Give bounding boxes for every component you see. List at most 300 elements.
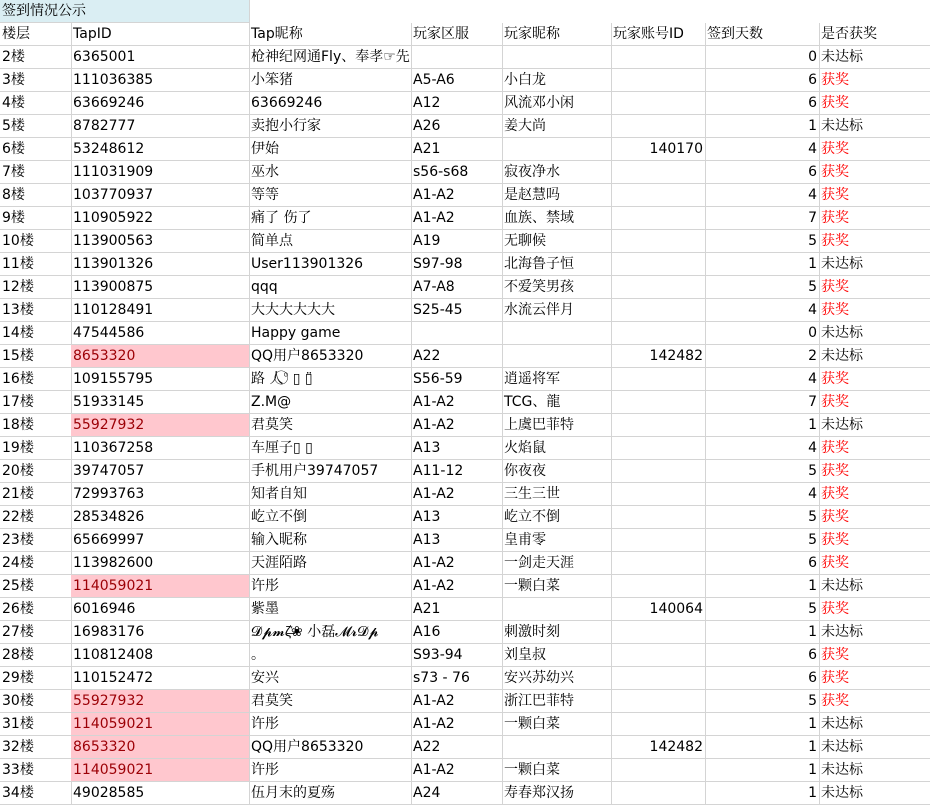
cell-floor[interactable]: 6楼 bbox=[0, 138, 72, 161]
cell-award[interactable]: 未达标 bbox=[819, 115, 930, 138]
cell-award[interactable]: 未达标 bbox=[819, 759, 930, 782]
cell-server[interactable]: S97-98 bbox=[411, 253, 503, 276]
cell-server[interactable]: S25-45 bbox=[411, 299, 503, 322]
cell-account[interactable]: 140170 bbox=[611, 138, 706, 161]
cell-award[interactable]: 未达标 bbox=[819, 322, 930, 345]
cell-account[interactable] bbox=[611, 184, 706, 207]
cell-server[interactable]: A19 bbox=[411, 230, 503, 253]
cell-tapid[interactable]: 16983176 bbox=[71, 621, 250, 644]
table-row bbox=[0, 552, 930, 575]
cell-floor[interactable]: 13楼 bbox=[0, 299, 72, 322]
cell-days[interactable]: 1 bbox=[705, 253, 820, 276]
cell-tapid[interactable]: 109155795 bbox=[71, 368, 250, 391]
cell-tapname[interactable]: 简单点 bbox=[249, 230, 412, 253]
cell-floor[interactable]: 33楼 bbox=[0, 759, 72, 782]
cell-player[interactable]: 小白龙 bbox=[502, 69, 612, 92]
cell-player[interactable] bbox=[502, 598, 612, 621]
cell-award[interactable]: 获奖 bbox=[819, 690, 930, 713]
cell-award[interactable]: 未达标 bbox=[819, 414, 930, 437]
cell-award[interactable]: 未达标 bbox=[819, 46, 930, 69]
cell-award[interactable]: 获奖 bbox=[819, 598, 930, 621]
cell-tapname[interactable]: QQ用户8653320 bbox=[249, 345, 412, 368]
cell-tapid[interactable]: 114059021 bbox=[71, 759, 250, 782]
table-row bbox=[0, 598, 930, 621]
table-row bbox=[0, 621, 930, 644]
cell-account[interactable] bbox=[611, 207, 706, 230]
cell-player[interactable]: 上虞巴菲特 bbox=[502, 414, 612, 437]
cell-account[interactable] bbox=[611, 759, 706, 782]
cell-player[interactable]: 不爱笑男孩 bbox=[502, 276, 612, 299]
cell-floor[interactable]: 3楼 bbox=[0, 69, 72, 92]
cell-floor[interactable]: 30楼 bbox=[0, 690, 72, 713]
cell-tapname[interactable]: 𝓓𝓹𝓶ζ̶͛❀ 小磊𝓜𝓻𝓓𝓹 bbox=[249, 621, 412, 644]
cell-tapid[interactable]: 8653320 bbox=[71, 736, 250, 759]
cell-account[interactable]: 142482 bbox=[611, 345, 706, 368]
cell-tapid[interactable]: 111036385 bbox=[71, 69, 250, 92]
cell-player[interactable]: TCG、龍 bbox=[502, 391, 612, 414]
cell-floor[interactable]: 11楼 bbox=[0, 253, 72, 276]
cell-tapname[interactable]: 许彤 bbox=[249, 713, 412, 736]
cell-award[interactable]: 获奖 bbox=[819, 437, 930, 460]
cell-floor[interactable]: 8楼 bbox=[0, 184, 72, 207]
header-account[interactable]: 玩家账号ID bbox=[611, 23, 706, 46]
cell-tapname[interactable]: 枪神纪网通Fly、奉孝☞先 bbox=[249, 46, 412, 69]
table-row bbox=[0, 391, 930, 414]
cell-server[interactable] bbox=[411, 322, 503, 345]
cell-days[interactable]: 4 bbox=[705, 184, 820, 207]
table-row bbox=[0, 782, 930, 805]
cell-days[interactable]: 4 bbox=[705, 368, 820, 391]
cell-award[interactable]: 获奖 bbox=[819, 483, 930, 506]
cell-floor[interactable]: 7楼 bbox=[0, 161, 72, 184]
cell-award[interactable]: 获奖 bbox=[819, 368, 930, 391]
cell-server[interactable] bbox=[411, 46, 503, 69]
table-row bbox=[0, 230, 930, 253]
cell-tapname[interactable]: 知者自知 bbox=[249, 483, 412, 506]
cell-server[interactable]: A1-A2 bbox=[411, 575, 503, 598]
cell-tapname[interactable]: 。 bbox=[249, 644, 412, 667]
cell-account[interactable] bbox=[611, 92, 706, 115]
cell-award[interactable]: 获奖 bbox=[819, 644, 930, 667]
cell-server[interactable]: A1-A2 bbox=[411, 713, 503, 736]
cell-days[interactable]: 6 bbox=[705, 552, 820, 575]
cell-floor[interactable]: 26楼 bbox=[0, 598, 72, 621]
cell-tapid[interactable]: 55927932 bbox=[71, 414, 250, 437]
cell-days[interactable]: 0 bbox=[705, 46, 820, 69]
cell-award[interactable]: 获奖 bbox=[819, 138, 930, 161]
cell-account[interactable] bbox=[611, 506, 706, 529]
cell-award[interactable]: 未达标 bbox=[819, 575, 930, 598]
cell-server[interactable]: A1-A2 bbox=[411, 414, 503, 437]
cell-server[interactable]: A13 bbox=[411, 506, 503, 529]
cell-award[interactable]: 获奖 bbox=[819, 230, 930, 253]
cell-tapid[interactable]: 113901326 bbox=[71, 253, 250, 276]
cell-days[interactable]: 2 bbox=[705, 345, 820, 368]
cell-server[interactable]: S93-94 bbox=[411, 644, 503, 667]
cell-tapname[interactable]: 路 人°⃝ ▯ ▯̈ bbox=[249, 368, 412, 391]
cell-tapid[interactable]: 28534826 bbox=[71, 506, 250, 529]
cell-award[interactable]: 未达标 bbox=[819, 621, 930, 644]
cell-award[interactable]: 未达标 bbox=[819, 345, 930, 368]
cell-award[interactable]: 获奖 bbox=[819, 506, 930, 529]
cell-tapid[interactable]: 113900563 bbox=[71, 230, 250, 253]
title-row bbox=[0, 0, 930, 23]
cell-days[interactable]: 1 bbox=[705, 713, 820, 736]
cell-days[interactable]: 5 bbox=[705, 598, 820, 621]
cell-tapid[interactable]: 55927932 bbox=[71, 690, 250, 713]
cell-tapname[interactable]: 屹立不倒 bbox=[249, 506, 412, 529]
cell-account[interactable] bbox=[611, 230, 706, 253]
cell-player[interactable]: 火焰鼠 bbox=[502, 437, 612, 460]
sheet-title[interactable]: 签到情况公示 bbox=[0, 0, 250, 23]
cell-player[interactable]: 血族、禁域 bbox=[502, 207, 612, 230]
cell-days[interactable]: 1 bbox=[705, 414, 820, 437]
cell-server[interactable]: A16 bbox=[411, 621, 503, 644]
cell-player[interactable]: 是赵慧吗 bbox=[502, 184, 612, 207]
cell-award[interactable]: 未达标 bbox=[819, 782, 930, 805]
cell-floor[interactable]: 28楼 bbox=[0, 644, 72, 667]
cell-tapname[interactable]: 痛了 伤了 bbox=[249, 207, 412, 230]
cell-floor[interactable]: 16楼 bbox=[0, 368, 72, 391]
header-tapname[interactable]: Tap昵称 bbox=[249, 23, 412, 46]
cell-account[interactable]: 142482 bbox=[611, 736, 706, 759]
cell-account[interactable] bbox=[611, 575, 706, 598]
cell-tapid[interactable]: 8782777 bbox=[71, 115, 250, 138]
cell-days[interactable]: 5 bbox=[705, 460, 820, 483]
table-row bbox=[0, 368, 930, 391]
table-row bbox=[0, 759, 930, 782]
cell-tapid[interactable]: 114059021 bbox=[71, 575, 250, 598]
cell-award[interactable]: 未达标 bbox=[819, 713, 930, 736]
cell-tapid[interactable]: 72993763 bbox=[71, 483, 250, 506]
table-row bbox=[0, 667, 930, 690]
cell-tapid[interactable]: 110905922 bbox=[71, 207, 250, 230]
cell-floor[interactable]: 29楼 bbox=[0, 667, 72, 690]
table-row bbox=[0, 92, 930, 115]
table-row bbox=[0, 690, 930, 713]
cell-days[interactable]: 1 bbox=[705, 736, 820, 759]
cell-tapname[interactable]: 伊始 bbox=[249, 138, 412, 161]
cell-days[interactable]: 1 bbox=[705, 575, 820, 598]
cell-account[interactable] bbox=[611, 391, 706, 414]
cell-floor[interactable]: 27楼 bbox=[0, 621, 72, 644]
cell-tapid[interactable]: 6365001 bbox=[71, 46, 250, 69]
cell-tapid[interactable]: 51933145 bbox=[71, 391, 250, 414]
cell-server[interactable]: A1-A2 bbox=[411, 184, 503, 207]
cell-server[interactable]: A5-A6 bbox=[411, 69, 503, 92]
cell-days[interactable]: 6 bbox=[705, 161, 820, 184]
cell-days[interactable]: 4 bbox=[705, 299, 820, 322]
cell-tapid[interactable]: 110812408 bbox=[71, 644, 250, 667]
cell-server[interactable]: A12 bbox=[411, 92, 503, 115]
cell-floor[interactable]: 24楼 bbox=[0, 552, 72, 575]
cell-server[interactable]: A13 bbox=[411, 529, 503, 552]
cell-floor[interactable]: 18楼 bbox=[0, 414, 72, 437]
cell-tapname[interactable]: 卖抱小行家 bbox=[249, 115, 412, 138]
cell-tapname[interactable]: 许彤 bbox=[249, 575, 412, 598]
cell-floor[interactable]: 19楼 bbox=[0, 437, 72, 460]
cell-tapid[interactable]: 110128491 bbox=[71, 299, 250, 322]
cell-tapname[interactable]: QQ用户8653320 bbox=[249, 736, 412, 759]
cell-account[interactable]: 140064 bbox=[611, 598, 706, 621]
cell-days[interactable]: 7 bbox=[705, 207, 820, 230]
cell-account[interactable] bbox=[611, 621, 706, 644]
cell-floor[interactable]: 31楼 bbox=[0, 713, 72, 736]
cell-account[interactable] bbox=[611, 437, 706, 460]
cell-award[interactable]: 获奖 bbox=[819, 69, 930, 92]
cell-player[interactable]: 刘皇叔 bbox=[502, 644, 612, 667]
cell-account[interactable] bbox=[611, 460, 706, 483]
header-floor[interactable]: 楼层 bbox=[0, 23, 72, 46]
cell-days[interactable]: 5 bbox=[705, 690, 820, 713]
cell-account[interactable] bbox=[611, 276, 706, 299]
cell-server[interactable]: A22 bbox=[411, 736, 503, 759]
cell-tapid[interactable]: 53248612 bbox=[71, 138, 250, 161]
cell-floor[interactable]: 10楼 bbox=[0, 230, 72, 253]
cell-account[interactable] bbox=[611, 115, 706, 138]
table-row bbox=[0, 161, 930, 184]
cell-tapname[interactable]: 君莫笑 bbox=[249, 414, 412, 437]
cell-server[interactable]: s73 - 76 bbox=[411, 667, 503, 690]
cell-tapname[interactable]: 君莫笑 bbox=[249, 690, 412, 713]
cell-tapid[interactable]: 63669246 bbox=[71, 92, 250, 115]
cell-award[interactable]: 获奖 bbox=[819, 276, 930, 299]
cell-player[interactable]: 浙江巴菲特 bbox=[502, 690, 612, 713]
cell-player[interactable]: 水流云伴月 bbox=[502, 299, 612, 322]
cell-player[interactable]: 风流邓小闲 bbox=[502, 92, 612, 115]
cell-account[interactable] bbox=[611, 161, 706, 184]
cell-player[interactable]: 一颗白菜 bbox=[502, 575, 612, 598]
cell-days[interactable]: 1 bbox=[705, 759, 820, 782]
cell-account[interactable] bbox=[611, 667, 706, 690]
table-row bbox=[0, 322, 930, 345]
cell-floor[interactable]: 22楼 bbox=[0, 506, 72, 529]
cell-days[interactable]: 1 bbox=[705, 621, 820, 644]
cell-tapname[interactable]: 伍月末的夏殇 bbox=[249, 782, 412, 805]
cell-award[interactable]: 未达标 bbox=[819, 253, 930, 276]
cell-award[interactable]: 获奖 bbox=[819, 391, 930, 414]
table-row bbox=[0, 299, 930, 322]
cell-days[interactable]: 6 bbox=[705, 69, 820, 92]
cell-days[interactable]: 4 bbox=[705, 483, 820, 506]
cell-days[interactable]: 0 bbox=[705, 322, 820, 345]
cell-player[interactable] bbox=[502, 736, 612, 759]
cell-tapname[interactable]: User113901326 bbox=[249, 253, 412, 276]
cell-days[interactable]: 6 bbox=[705, 92, 820, 115]
cell-account[interactable] bbox=[611, 368, 706, 391]
cell-floor[interactable]: 4楼 bbox=[0, 92, 72, 115]
cell-account[interactable] bbox=[611, 253, 706, 276]
header-days[interactable]: 签到天数 bbox=[705, 23, 820, 46]
cell-player[interactable] bbox=[502, 345, 612, 368]
cell-tapname[interactable]: Z.M@ bbox=[249, 391, 412, 414]
cell-server[interactable]: A11-12 bbox=[411, 460, 503, 483]
header-player[interactable]: 玩家昵称 bbox=[502, 23, 612, 46]
cell-tapid[interactable]: 49028585 bbox=[71, 782, 250, 805]
cell-award[interactable]: 获奖 bbox=[819, 667, 930, 690]
table-row bbox=[0, 644, 930, 667]
cell-account[interactable] bbox=[611, 69, 706, 92]
cell-tapname[interactable]: 手机用户39747057 bbox=[249, 460, 412, 483]
cell-floor[interactable]: 34楼 bbox=[0, 782, 72, 805]
cell-account[interactable] bbox=[611, 644, 706, 667]
cell-tapid[interactable]: 47544586 bbox=[71, 322, 250, 345]
cell-player[interactable]: 屹立不倒 bbox=[502, 506, 612, 529]
cell-days[interactable]: 4 bbox=[705, 437, 820, 460]
cell-server[interactable]: A1-A2 bbox=[411, 391, 503, 414]
cell-account[interactable] bbox=[611, 46, 706, 69]
table-row bbox=[0, 115, 930, 138]
cell-player[interactable]: 你夜夜 bbox=[502, 460, 612, 483]
cell-floor[interactable]: 15楼 bbox=[0, 345, 72, 368]
cell-tapname[interactable]: 许彤 bbox=[249, 759, 412, 782]
cell-account[interactable] bbox=[611, 483, 706, 506]
cell-player[interactable]: 刺激时刻 bbox=[502, 621, 612, 644]
cell-server[interactable]: A1-A2 bbox=[411, 483, 503, 506]
cell-award[interactable]: 获奖 bbox=[819, 184, 930, 207]
cell-player[interactable] bbox=[502, 138, 612, 161]
table-row bbox=[0, 713, 930, 736]
cell-player[interactable]: 一颗白菜 bbox=[502, 759, 612, 782]
cell-tapname[interactable]: Happy game bbox=[249, 322, 412, 345]
cell-tapid[interactable]: 6016946 bbox=[71, 598, 250, 621]
cell-tapid[interactable]: 113900875 bbox=[71, 276, 250, 299]
table-row bbox=[0, 506, 930, 529]
table-row bbox=[0, 184, 930, 207]
cell-floor[interactable]: 21楼 bbox=[0, 483, 72, 506]
cell-account[interactable] bbox=[611, 529, 706, 552]
cell-days[interactable]: 5 bbox=[705, 529, 820, 552]
cell-tapname[interactable]: 大大大大大大 bbox=[249, 299, 412, 322]
cell-floor[interactable]: 23楼 bbox=[0, 529, 72, 552]
cell-account[interactable] bbox=[611, 552, 706, 575]
header-tapid[interactable]: TapID bbox=[71, 23, 250, 46]
table-row bbox=[0, 276, 930, 299]
cell-server[interactable]: A13 bbox=[411, 437, 503, 460]
cell-award[interactable]: 获奖 bbox=[819, 161, 930, 184]
cell-tapid[interactable]: 111031909 bbox=[71, 161, 250, 184]
table-row bbox=[0, 736, 930, 759]
cell-award[interactable]: 获奖 bbox=[819, 529, 930, 552]
cell-floor[interactable]: 12楼 bbox=[0, 276, 72, 299]
cell-floor[interactable]: 9楼 bbox=[0, 207, 72, 230]
cell-tapname[interactable]: 车厘子▯ ▯ bbox=[249, 437, 412, 460]
cell-tapname[interactable]: 小笨猪 bbox=[249, 69, 412, 92]
cell-tapname[interactable]: qqq bbox=[249, 276, 412, 299]
cell-server[interactable]: A26 bbox=[411, 115, 503, 138]
cell-player[interactable]: 皇甫零 bbox=[502, 529, 612, 552]
cell-days[interactable]: 6 bbox=[705, 667, 820, 690]
table-row bbox=[0, 69, 930, 92]
cell-floor[interactable]: 14楼 bbox=[0, 322, 72, 345]
cell-tapname[interactable]: 输入昵称 bbox=[249, 529, 412, 552]
table-row bbox=[0, 414, 930, 437]
cell-player[interactable]: 姜大尚 bbox=[502, 115, 612, 138]
cell-server[interactable]: S56-59 bbox=[411, 368, 503, 391]
cell-player[interactable]: 寿春郑汉扬 bbox=[502, 782, 612, 805]
cell-server[interactable]: A1-A2 bbox=[411, 759, 503, 782]
cell-floor[interactable]: 20楼 bbox=[0, 460, 72, 483]
cell-award[interactable]: 获奖 bbox=[819, 207, 930, 230]
cell-account[interactable] bbox=[611, 713, 706, 736]
cell-server[interactable]: s56-s68 bbox=[411, 161, 503, 184]
cell-days[interactable]: 5 bbox=[705, 276, 820, 299]
cell-account[interactable] bbox=[611, 690, 706, 713]
cell-tapid[interactable]: 110367258 bbox=[71, 437, 250, 460]
header-server[interactable]: 玩家区服 bbox=[411, 23, 503, 46]
cell-tapname[interactable]: 巫水 bbox=[249, 161, 412, 184]
cell-tapname[interactable]: 安兴 bbox=[249, 667, 412, 690]
table-row bbox=[0, 207, 930, 230]
cell-player[interactable]: 北海鲁子恒 bbox=[502, 253, 612, 276]
cell-tapname[interactable]: 紫墨 bbox=[249, 598, 412, 621]
cell-floor[interactable]: 2楼 bbox=[0, 46, 72, 69]
cell-days[interactable]: 7 bbox=[705, 391, 820, 414]
cell-player[interactable] bbox=[502, 46, 612, 69]
cell-account[interactable] bbox=[611, 782, 706, 805]
cell-days[interactable]: 5 bbox=[705, 506, 820, 529]
cell-server[interactable]: A1-A2 bbox=[411, 552, 503, 575]
cell-award[interactable]: 获奖 bbox=[819, 552, 930, 575]
cell-tapname[interactable]: 天涯陌路 bbox=[249, 552, 412, 575]
cell-player[interactable]: 一颗白菜 bbox=[502, 713, 612, 736]
table-row bbox=[0, 575, 930, 598]
cell-player[interactable] bbox=[502, 322, 612, 345]
cell-floor[interactable]: 17楼 bbox=[0, 391, 72, 414]
table-row bbox=[0, 46, 930, 69]
cell-days[interactable]: 1 bbox=[705, 115, 820, 138]
cell-award[interactable]: 获奖 bbox=[819, 460, 930, 483]
cell-days[interactable]: 1 bbox=[705, 782, 820, 805]
cell-tapid[interactable]: 8653320 bbox=[71, 345, 250, 368]
cell-player[interactable]: 一剑走天涯 bbox=[502, 552, 612, 575]
cell-player[interactable]: 三生三世 bbox=[502, 483, 612, 506]
cell-tapid[interactable]: 65669997 bbox=[71, 529, 250, 552]
cell-server[interactable]: A1-A2 bbox=[411, 690, 503, 713]
cell-days[interactable]: 6 bbox=[705, 644, 820, 667]
cell-tapid[interactable]: 110152472 bbox=[71, 667, 250, 690]
cell-tapid[interactable]: 103770937 bbox=[71, 184, 250, 207]
cell-player[interactable]: 逍遥将军 bbox=[502, 368, 612, 391]
cell-award[interactable]: 未达标 bbox=[819, 736, 930, 759]
cell-server[interactable]: A21 bbox=[411, 138, 503, 161]
cell-award[interactable]: 获奖 bbox=[819, 92, 930, 115]
cell-player[interactable]: 无聊候 bbox=[502, 230, 612, 253]
cell-server[interactable]: A22 bbox=[411, 345, 503, 368]
cell-tapid[interactable]: 113982600 bbox=[71, 552, 250, 575]
cell-tapid[interactable]: 114059021 bbox=[71, 713, 250, 736]
cell-player[interactable]: 安兴苏幼兴 bbox=[502, 667, 612, 690]
cell-tapname[interactable]: 等等 bbox=[249, 184, 412, 207]
cell-floor[interactable]: 5楼 bbox=[0, 115, 72, 138]
cell-server[interactable]: A21 bbox=[411, 598, 503, 621]
cell-award[interactable]: 获奖 bbox=[819, 299, 930, 322]
cell-days[interactable]: 4 bbox=[705, 138, 820, 161]
cell-tapid[interactable]: 39747057 bbox=[71, 460, 250, 483]
cell-server[interactable]: A24 bbox=[411, 782, 503, 805]
cell-account[interactable] bbox=[611, 322, 706, 345]
cell-server[interactable]: A7-A8 bbox=[411, 276, 503, 299]
cell-server[interactable]: A1-A2 bbox=[411, 207, 503, 230]
cell-days[interactable]: 5 bbox=[705, 230, 820, 253]
header-award[interactable]: 是否获奖 bbox=[819, 23, 930, 46]
cell-player[interactable]: 寂夜净水 bbox=[502, 161, 612, 184]
cell-floor[interactable]: 32楼 bbox=[0, 736, 72, 759]
cell-account[interactable] bbox=[611, 299, 706, 322]
cell-account[interactable] bbox=[611, 414, 706, 437]
cell-tapname[interactable]: 63669246 bbox=[249, 92, 412, 115]
cell-floor[interactable]: 25楼 bbox=[0, 575, 72, 598]
